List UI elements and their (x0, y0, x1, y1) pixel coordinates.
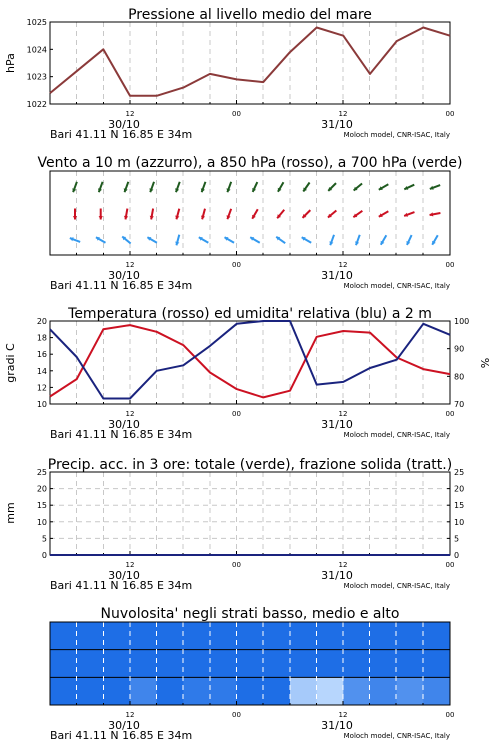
wind-arrow (354, 183, 362, 190)
cloud-cell-alto (370, 622, 397, 650)
cloud-cell-medio (50, 650, 77, 678)
cloud-cell-medio (317, 650, 344, 678)
cloud-cell-medio (370, 650, 397, 678)
temp-ytick-label: 20 (36, 317, 47, 326)
wind-arrow (225, 237, 235, 243)
clouds-date-label: 30/10 (108, 719, 140, 732)
cloud-cell-alto (343, 622, 370, 650)
cloud-cell-basso (237, 677, 264, 705)
wind-arrow (201, 209, 205, 220)
cloud-cell-alto (237, 622, 264, 650)
wind-arrow (432, 235, 438, 245)
pressure-date-label: 30/10 (108, 118, 140, 131)
precip-right-ytick-label: 0 (454, 551, 460, 560)
wind-arrow (353, 211, 362, 217)
cloud-cell-alto (50, 622, 77, 650)
cloud-cell-basso (130, 677, 157, 705)
cloud-cell-alto (183, 622, 210, 650)
pressure-hour-label: 00 (232, 110, 241, 118)
temp-ylabel: gradi C (4, 343, 17, 383)
precip-frame (50, 472, 450, 555)
wind-arrow (227, 209, 232, 219)
cloud-cell-alto (103, 622, 130, 650)
humidity-ytick-label: 90 (454, 344, 465, 354)
cloud-cell-basso (183, 677, 210, 705)
wind-title: Vento a 10 m (azzurro), a 850 hPa (rosso), a 700 hPa (verde) (37, 155, 463, 171)
pressure-hour-label: 12 (338, 110, 348, 118)
humidity-ytick-label: 100 (454, 317, 470, 326)
wind-arrow (150, 209, 154, 220)
precip-ytick-label: 0 (41, 551, 47, 560)
cloud-cell-alto (263, 622, 290, 650)
cloud-cell-medio (130, 650, 157, 678)
wind-hour-label: 12 (338, 261, 348, 269)
wind-arrow (404, 185, 414, 190)
cloud-cell-medio (263, 650, 290, 678)
clouds-hour-label: 00 (232, 711, 241, 719)
temp-location: Bari 41.11 N 16.85 E 34m (50, 428, 193, 441)
wind-arrow (303, 210, 311, 218)
cloud-cell-medio (397, 650, 424, 678)
cloud-cell-medio (157, 650, 184, 678)
precip-right-ytick-label: 5 (454, 534, 460, 544)
clouds-location: Bari 41.11 N 16.85 E 34m (50, 729, 193, 742)
pressure-ytick-label: 1023 (26, 72, 47, 82)
clouds-hour-label: 12 (125, 711, 135, 719)
temp-title: Temperatura (rosso) ed umidita' relativa (blu) a 2 m (68, 306, 432, 322)
wind-arrow (252, 209, 258, 219)
wind-arrow (124, 209, 128, 220)
cloud-cell-medio (290, 650, 317, 678)
pressure-hour-label: 12 (125, 110, 135, 118)
cloud-cell-medio (77, 650, 104, 678)
clouds-title: Nuvolosita' negli strati basso, medio e alto (100, 606, 400, 622)
wind-arrow (404, 212, 414, 217)
cloud-cell-medio (343, 650, 370, 678)
cloud-cell-medio (237, 650, 264, 678)
temp-credit: Moloch model, CNR-ISAC, Italy (343, 431, 450, 439)
temp-hour-label: 12 (125, 410, 135, 418)
cloud-cell-basso (103, 677, 130, 705)
wind-arrow (302, 237, 312, 243)
precip-date-label: 30/10 (108, 569, 140, 582)
wind-arrow (147, 237, 157, 243)
pressure-hour-label: 00 (445, 110, 455, 118)
precip-right-ytick-label: 10 (454, 517, 465, 527)
cloud-cell-basso (50, 677, 77, 705)
wind-location: Bari 41.11 N 16.85 E 34m (50, 279, 193, 292)
clouds-date-label: 31/10 (321, 719, 353, 732)
cloud-cell-basso (157, 677, 184, 705)
cloud-cell-alto (317, 622, 344, 650)
cloud-cell-medio (183, 650, 210, 678)
wind-hour-label: 00 (232, 261, 241, 269)
wind-arrow (276, 237, 285, 243)
cloud-cell-alto (77, 622, 104, 650)
precip-hour-label: 12 (125, 561, 135, 569)
cloud-cell-medio (103, 650, 130, 678)
wind-arrow (227, 182, 232, 192)
pressure-location: Bari 41.11 N 16.85 E 34m (50, 128, 193, 141)
temp-date-label: 31/10 (321, 418, 353, 431)
wind-arrow (149, 182, 154, 192)
cloud-cell-alto (397, 622, 424, 650)
precip-right-ytick-label: 25 (454, 468, 465, 477)
temp-hour-label: 12 (338, 410, 348, 418)
precip-right-ytick-label: 15 (454, 501, 465, 511)
wind-arrow (70, 237, 80, 242)
cloud-cell-basso (210, 677, 237, 705)
wind-arrow (250, 237, 260, 243)
precip-ytick-label: 25 (36, 468, 47, 477)
precip-credit: Moloch model, CNR-ISAC, Italy (343, 582, 450, 590)
precip-ylabel: mm (4, 502, 17, 524)
wind-arrow (406, 235, 411, 245)
pressure-ytick-label: 1024 (26, 45, 47, 55)
humidity-ytick-label: 70 (454, 400, 465, 409)
cloud-cell-basso (317, 677, 344, 705)
wind-arrow (278, 182, 284, 192)
cloud-cell-basso (77, 677, 104, 705)
precip-right-ytick-label: 20 (454, 484, 465, 494)
wind-arrow (379, 184, 389, 190)
wind-arrow (277, 210, 284, 218)
wind-frame (50, 171, 450, 255)
pressure-title: Pressione al livello medio del mare (128, 7, 372, 23)
precip-hour-label: 12 (338, 561, 348, 569)
wind-arrow (99, 209, 103, 220)
precip-ytick-label: 15 (36, 501, 47, 511)
wind-arrow (328, 183, 336, 191)
humidity-ytick-label: 80 (454, 372, 465, 382)
humidity-ylabel: % (479, 357, 492, 369)
wind-arrow (201, 182, 206, 192)
cloud-cell-medio (210, 650, 237, 678)
cloud-cell-basso (343, 677, 370, 705)
wind-arrow (381, 235, 387, 245)
clouds-hour-label: 00 (445, 711, 455, 719)
wind-arrow (303, 182, 309, 191)
wind-arrow (430, 185, 440, 190)
cloud-cell-alto (157, 622, 184, 650)
clouds-hour-label: 12 (338, 711, 348, 719)
clouds-credit: Moloch model, CNR-ISAC, Italy (343, 732, 450, 740)
temp-ytick-label: 10 (36, 400, 47, 409)
pressure-date-label: 31/10 (321, 118, 353, 131)
precip-hour-label: 00 (232, 561, 241, 569)
wind-hour-label: 00 (445, 261, 455, 269)
wind-arrow (355, 235, 360, 245)
wind-arrow (430, 212, 441, 216)
wind-arrow (328, 210, 336, 217)
cloud-cell-alto (210, 622, 237, 650)
wind-arrow (199, 237, 209, 243)
temp-ytick-label: 14 (36, 366, 47, 376)
wind-arrow (175, 182, 180, 192)
precip-hour-label: 00 (445, 561, 455, 569)
wind-date-label: 31/10 (321, 269, 353, 282)
cloud-cell-basso (397, 677, 424, 705)
wind-arrow (175, 209, 179, 220)
precip-title: Precip. acc. in 3 ore: totale (verde), frazione solida (tratt.) (47, 457, 453, 473)
temp-date-label: 30/10 (108, 418, 140, 431)
cloud-cell-basso (290, 677, 317, 705)
cloud-cell-alto (130, 622, 157, 650)
wind-arrow (98, 182, 103, 192)
wind-date-label: 30/10 (108, 269, 140, 282)
pressure-ytick-label: 1022 (26, 100, 47, 109)
wind-credit: Moloch model, CNR-ISAC, Italy (343, 282, 450, 290)
precip-ytick-label: 20 (36, 484, 47, 494)
wind-arrow-head (99, 216, 103, 219)
wind-arrow (124, 182, 129, 192)
cloud-cell-medio (423, 650, 450, 678)
wind-arrow (96, 237, 106, 243)
wind-arrow (122, 236, 130, 243)
temp-ytick-label: 18 (36, 333, 47, 343)
wind-arrow (379, 211, 389, 217)
pressure-ylabel: hPa (4, 53, 17, 73)
pressure-ytick-label: 1025 (26, 18, 47, 27)
wind-arrow (252, 182, 257, 192)
pressure-line (50, 28, 450, 96)
precip-ytick-label: 5 (41, 534, 47, 544)
cloud-cell-basso (263, 677, 290, 705)
temp-hour-label: 00 (232, 410, 241, 418)
temp-hour-label: 00 (445, 410, 455, 418)
cloud-cell-basso (370, 677, 397, 705)
cloud-cell-alto (290, 622, 317, 650)
pressure-frame (50, 22, 450, 104)
precip-ytick-label: 10 (36, 517, 47, 527)
cloud-cell-basso (423, 677, 450, 705)
precip-location: Bari 41.11 N 16.85 E 34m (50, 579, 193, 592)
temp-ytick-label: 16 (36, 350, 47, 360)
temp-ytick-label: 12 (36, 383, 47, 393)
wind-arrow (329, 235, 334, 245)
cloud-cell-alto (423, 622, 450, 650)
wind-arrow (175, 235, 179, 246)
humidity-line (50, 321, 450, 399)
wind-hour-label: 12 (125, 261, 135, 269)
precip-date-label: 31/10 (321, 569, 353, 582)
pressure-credit: Moloch model, CNR-ISAC, Italy (343, 131, 450, 139)
